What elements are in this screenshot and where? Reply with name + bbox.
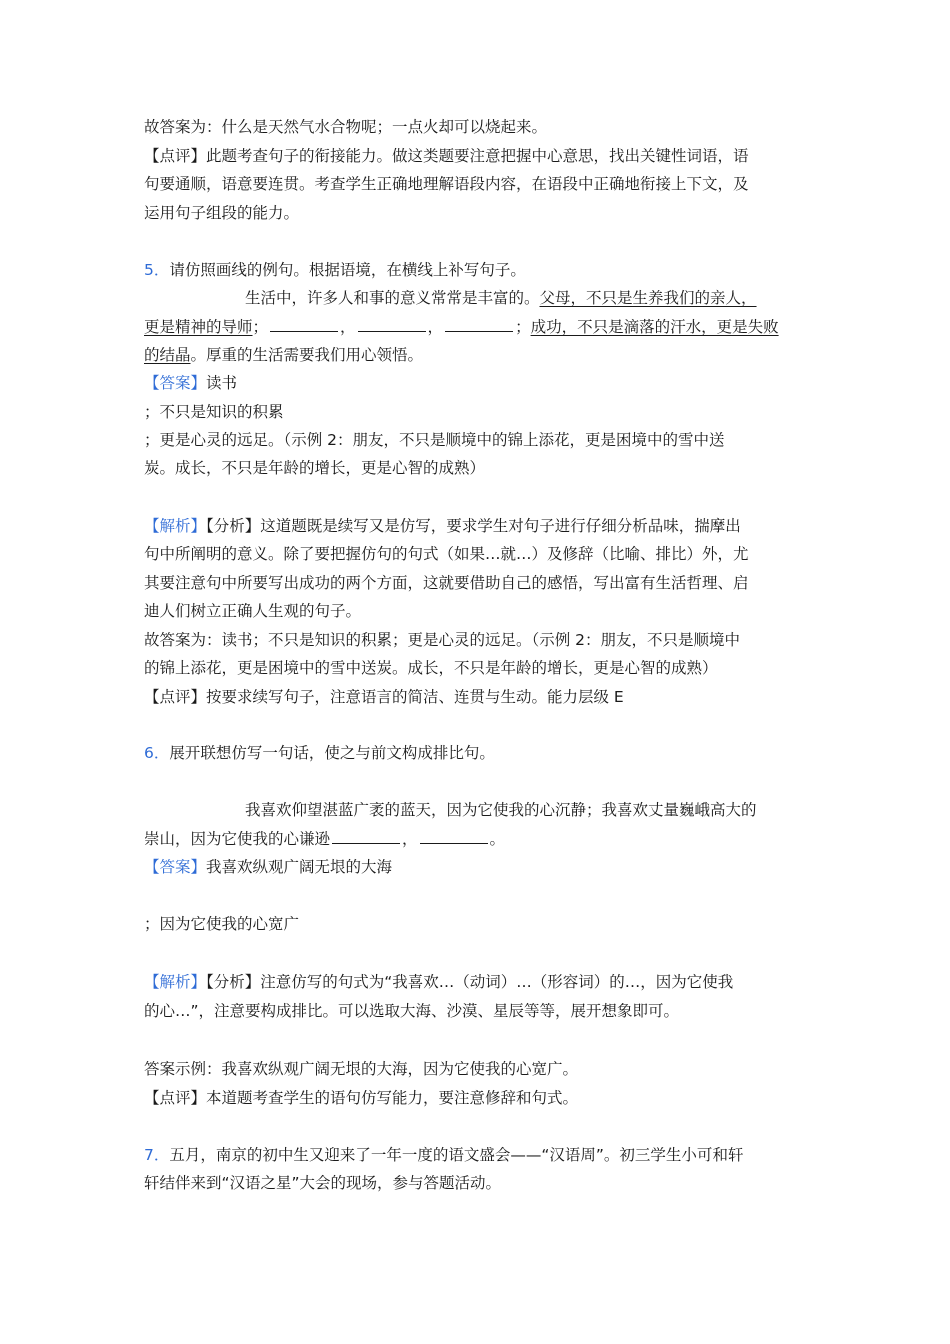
analysis-line bbox=[144, 972, 733, 992]
comment-line: 【点评】此题考查句子的衔接能力。做这类题要注意把握中心意思，找出关键性词语，语 bbox=[144, 147, 749, 165]
separator: ， bbox=[427, 318, 444, 336]
answer-line: 故答案为：什么是天然气水合物呢；一点火却可以烧起来。 bbox=[144, 118, 548, 136]
question-text: 请仿照画线的例句。根据语境，在横线上补写句子。 bbox=[169, 261, 526, 279]
passage-line bbox=[245, 288, 757, 308]
question-number: 7． bbox=[144, 1146, 170, 1164]
comment-line: 句要通顺，语意要连贯。考查学生正确地理解语段内容，在语段中正确地衔接上下文，及 bbox=[144, 175, 749, 193]
answer-blank[interactable] bbox=[270, 317, 338, 332]
separator: 。 bbox=[489, 830, 506, 848]
question-number: 5． bbox=[144, 261, 170, 279]
comment-line: 【点评】本道题考查学生的语句仿写能力，要注意修辞和句式。 bbox=[144, 1089, 579, 1107]
answer-line: ；不只是知识的积累 bbox=[144, 403, 284, 421]
analysis-line: 的心…”，注意要构成排比。可以选取大海、沙漠、星辰等等，展开想象即可。 bbox=[144, 1002, 680, 1020]
passage-line: 我喜欢仰望湛蓝广袤的蓝天，因为它使我的心沉静；我喜欢丈量巍峨高大的 bbox=[245, 801, 757, 819]
analysis-tag: 【解析】 bbox=[144, 517, 207, 535]
answer-line bbox=[144, 373, 237, 393]
final-answer-line: 故答案为：读书；不只是知识的积累；更是心灵的远足。（示例 2：朋友，不只是顺境中 bbox=[144, 631, 741, 649]
question-5-prompt bbox=[144, 260, 526, 280]
example-sentence: 成功，不只是滴落的汗水，更是失败 bbox=[530, 318, 779, 336]
final-answer-line: 的锦上添花，更是困境中的雪中送炭。成长，不只是年龄的增长，更是心智的成熟） bbox=[144, 659, 718, 677]
question-6-prompt bbox=[144, 743, 495, 763]
answer-blank[interactable] bbox=[358, 317, 426, 332]
answer-tag: 【答案】 bbox=[144, 374, 207, 392]
separator: ， bbox=[340, 318, 356, 336]
question-text: 展开联想仿写一句话，使之与前文构成排比句。 bbox=[169, 744, 495, 762]
passage-line bbox=[144, 829, 505, 849]
passage-text: 。厚重的生活需要我们用心领悟。 bbox=[190, 346, 424, 364]
analysis-line: 其要注意句中所要写出成功的两个方面，这就要借助自己的感悟，写出富有生活哲理、启 bbox=[144, 574, 749, 592]
answer-tag: 【答案】 bbox=[144, 858, 207, 876]
question-7-prompt bbox=[144, 1145, 743, 1165]
passage-line bbox=[144, 317, 779, 337]
analysis-line bbox=[144, 516, 741, 536]
answer-line: ；更是心灵的远足。（示例 2：朋友，不只是顺境中的锦上添花，更是困境中的雪中送 bbox=[144, 431, 725, 449]
passage-text: 崇山，因为它使我的心谦逊 bbox=[144, 830, 331, 848]
answer-blank[interactable] bbox=[332, 829, 400, 844]
answer-line: ；因为它使我的心宽广 bbox=[144, 915, 300, 933]
question-text: 五月，南京的初中生又迎来了一年一度的语文盛会——“汉语周”。初三学生小可和轩 bbox=[169, 1146, 744, 1164]
separator: ； bbox=[515, 318, 531, 336]
answer-text: 我喜欢纵观广阔无垠的大海 bbox=[206, 858, 393, 876]
question-number: 6． bbox=[144, 744, 170, 762]
question-text-line: 轩结伴来到“汉语之星”大会的现场，参与答题活动。 bbox=[144, 1174, 502, 1192]
analysis-tag: 【解析】 bbox=[144, 973, 207, 991]
passage-line bbox=[144, 345, 423, 365]
analysis-line: 迪人们树立正确人生观的句子。 bbox=[144, 602, 362, 620]
example-sentence: 的结晶 bbox=[144, 346, 191, 364]
answer-blank[interactable] bbox=[445, 317, 513, 332]
answer-line: 炭。成长，不只是年龄的增长，更是心智的成熟） bbox=[144, 459, 486, 477]
comment-line: 【点评】按要求续写句子，注意语言的简洁、连贯与生动。能力层级 E bbox=[144, 688, 624, 706]
analysis-line: 句中所阐明的意义。除了要把握仿句的句式（如果…就…）及修辞（比喻、排比）外，尤 bbox=[144, 545, 749, 563]
example-sentence: 更是精神的导师 bbox=[144, 318, 253, 336]
answer-blank[interactable] bbox=[420, 829, 488, 844]
analysis-text: 【分析】这道题既是续写又是仿写，要求学生对句子进行仔细分析品味，揣摩出 bbox=[206, 517, 741, 535]
answer-line bbox=[144, 857, 392, 877]
comment-line: 运用句子组段的能力。 bbox=[144, 204, 300, 222]
answer-text: 读书 bbox=[206, 374, 238, 392]
example-sentence: 父母，不只是生养我们的亲人， bbox=[539, 289, 757, 307]
example-line: 答案示例：我喜欢纵观广阔无垠的大海，因为它使我的心宽广。 bbox=[144, 1060, 579, 1078]
separator: ； bbox=[252, 318, 269, 336]
analysis-text: 【分析】注意仿写的句式为“我喜欢…（动词）…（形容词）的…，因为它使我 bbox=[206, 973, 734, 991]
passage-text: 生活中，许多人和事的意义常常是丰富的。 bbox=[245, 289, 540, 307]
separator: ， bbox=[402, 830, 418, 848]
